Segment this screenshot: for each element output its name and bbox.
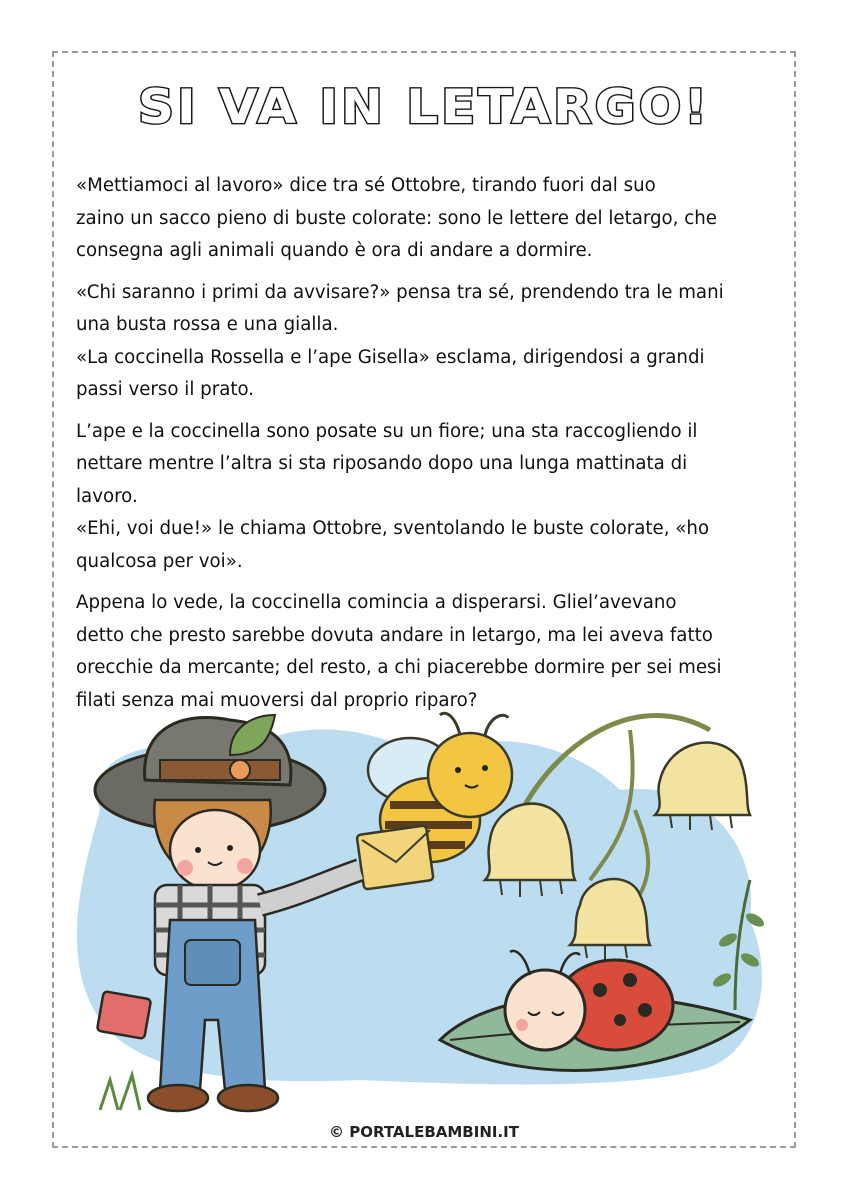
story-text xyxy=(76,170,776,726)
page-title: SI VA IN LETARGO! xyxy=(137,79,711,135)
paragraph-1: «Mettiamoci al lavoro» dice tra sé Ottobre, tirando fuori dal suo zaino un sacco pieno di buste colorate: sono le lettere del letargo, che consegna agli animali quando è ora di andare a dormire. xyxy=(76,175,717,261)
paragraph-2: «Chi saranno i primi da avvisare?» pensa tra sé, prendendo tra le mani una busta rossa e una gialla. «La coccinella Rossella e l’ape Gisella» esclama, dirigendosi a grandi passi verso il prato. xyxy=(76,281,724,400)
paragraph-3: L’ape e la coccinella sono posate su un fiore; una sta raccogliendo il nettare mentre l’altra si sta riposando dopo una lunga mattinata di lavoro. «Ehi, voi due!» le chiama Ottobre, sventolando le buste colorate, «ho qualcosa per voi». xyxy=(76,420,710,572)
story-illustration xyxy=(60,690,788,1135)
copyright-credit: © PORTALEBAMBINI.IT xyxy=(329,1123,519,1141)
paragraph-4: Appena lo vede, la coccinella comincia a disperarsi. Gliel’avevano detto che presto sarebbe dovuta andare in letargo, ma lei aveva fatto orecchie da mercante; del resto, a chi piacerebbe dormire per sei mesi filati senza mai muoversi dal proprio riparo? xyxy=(76,592,722,711)
grass-left xyxy=(100,1075,140,1110)
yellow-envelope xyxy=(357,825,434,889)
